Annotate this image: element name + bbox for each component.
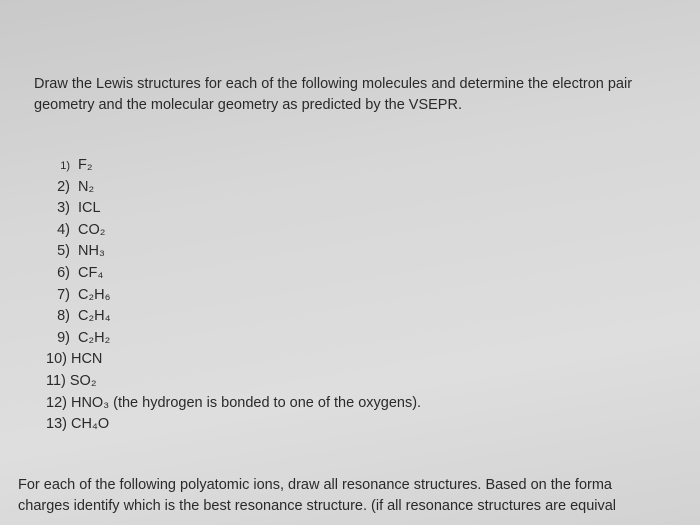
molecule-formula: HNO₃ (the hydrogen is bonded to one of the oxygens). bbox=[70, 394, 422, 411]
molecule-formula: SO₂ bbox=[69, 372, 97, 389]
list-item: 7) C₂H₆ bbox=[57, 286, 111, 303]
list-item: 4) CO₂ bbox=[57, 221, 106, 238]
molecule-formula: F₂ bbox=[78, 157, 93, 173]
resonance-line-1: For each of the following polyatomic ions, draw all resonance structures. Based on the forma bbox=[18, 477, 612, 493]
molecule-formula: ICL bbox=[78, 200, 101, 217]
molecule-formula: CF₄ bbox=[78, 264, 104, 281]
molecule-formula: C₂H₄ bbox=[78, 308, 111, 325]
molecule-formula: CH₄O bbox=[70, 416, 110, 433]
list-item: 6) CF₄ bbox=[57, 264, 104, 281]
resonance-instructions bbox=[18, 475, 700, 517]
resonance-line-2: charges identify which is the best resonance structure. (if all resonance structures are equival bbox=[18, 498, 617, 514]
list-item: 13) CH₄O bbox=[46, 416, 110, 433]
list-item: 9) C₂H₂ bbox=[57, 329, 111, 346]
list-item: 1) F₂ bbox=[60, 157, 93, 173]
molecule-formula: NH₃ bbox=[78, 243, 105, 260]
list-item: 10) HCN bbox=[46, 351, 103, 368]
molecule-formula: CO₂ bbox=[78, 221, 106, 238]
list-item: 8) C₂H₄ bbox=[57, 308, 111, 325]
list-item: 11) SO₂ bbox=[46, 372, 97, 389]
list-item: 5) NH₃ bbox=[57, 243, 105, 260]
molecule-formula: C₂H₆ bbox=[78, 286, 111, 303]
list-item: 12) HNO₃ (the hydrogen is bonded to one of the oxygens). bbox=[46, 394, 422, 411]
instructions-paragraph bbox=[34, 74, 694, 116]
instructions-line-1: Draw the Lewis structures for each of the following molecules and determine the electron pair bbox=[34, 76, 633, 92]
list-item: 2) N₂ bbox=[57, 178, 95, 195]
molecule-formula: N₂ bbox=[78, 178, 95, 195]
molecule-formula: HCN bbox=[70, 351, 103, 368]
molecule-formula: C₂H₂ bbox=[78, 329, 111, 346]
list-item: 3) ICL bbox=[57, 200, 101, 217]
instructions-line-2: geometry and the molecular geometry as predicted by the VSEPR. bbox=[34, 97, 462, 113]
molecule-list bbox=[46, 155, 421, 436]
